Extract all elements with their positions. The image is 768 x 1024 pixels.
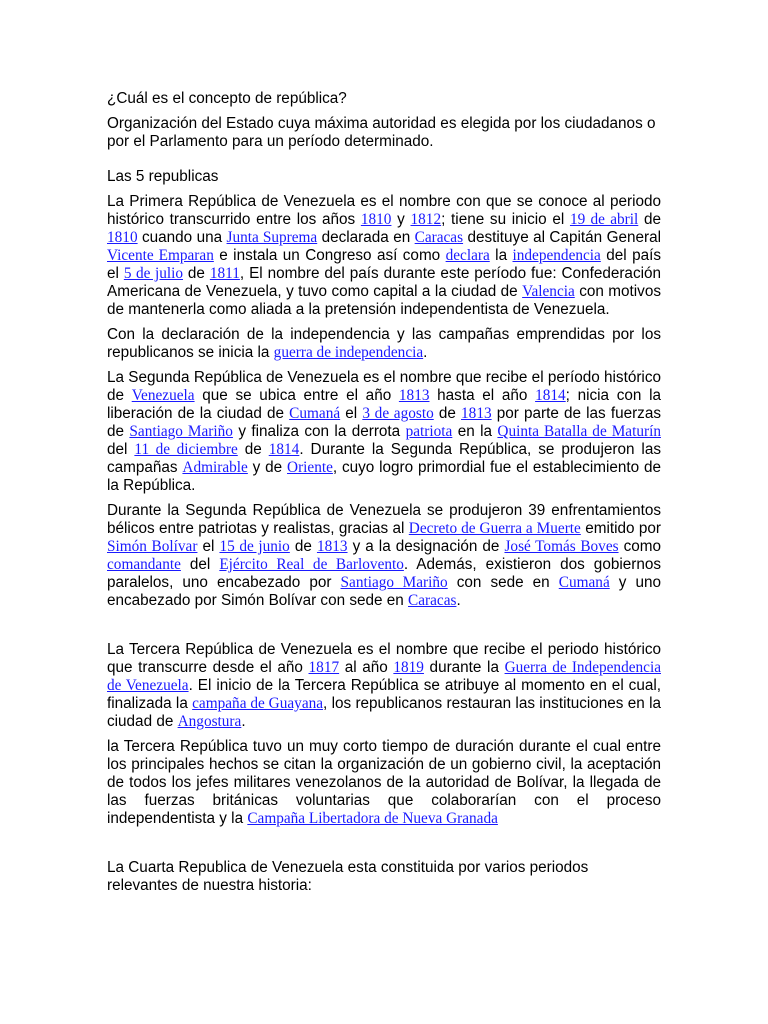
link-venezuela[interactable]: Venezuela: [131, 387, 195, 404]
link-1812[interactable]: 1812: [410, 211, 442, 228]
link-comandante[interactable]: comandante: [107, 556, 181, 573]
definition-paragraph: Organización del Estado cuya máxima autoridad es elegida por los ciudadanos o por el Parlamento para un período determinado.: [107, 115, 656, 150]
link-1810-b[interactable]: 1810: [107, 229, 138, 246]
link-junta-suprema[interactable]: Junta Suprema: [226, 229, 318, 246]
link-1817[interactable]: 1817: [308, 659, 340, 676]
link-1813-c[interactable]: 1813: [316, 538, 348, 555]
link-1813-b[interactable]: 1813: [461, 405, 492, 422]
link-1814-b[interactable]: 1814: [268, 441, 300, 458]
link-caracas[interactable]: Caracas: [414, 229, 464, 246]
link-11-de-diciembre[interactable]: 11 de diciembre: [134, 441, 238, 458]
link-1811[interactable]: 1811: [209, 265, 240, 282]
paragraph-tercera-republica: La Tercera República de Venezuela es el nombre que recibe el periodo histórico que transcurre desde el año 1817 al año 1819 durante la Guerra de Independencia de Venezuela. El inicio de la Tercera República se atribuye al momento en el cual, finalizada la campaña de Guayana, los republicanos restauran las instituciones en la ciudad de Angostura.: [107, 641, 661, 730]
link-cumana[interactable]: Cumaná: [289, 405, 341, 422]
link-quinta-batalla-de-maturin[interactable]: Quinta Batalla de Maturín: [497, 423, 661, 440]
paragraph-enfrentamientos: Durante la Segunda República de Venezuela se produjeron 39 enfrentamientos bélicos entre patriotas y realistas, gracias al Decreto de Guerra a Muerte emitido por Simón Bolívar el 15 de junio de 1813 y a la designación de José Tomás Boves como comandante del Ejército Real de Barlovento. Además, existieron dos gobiernos paralelos, uno encabezado por Santiago Mariño con sede en Cumaná y uno encabezado por Simón Bolívar con sede en Caracas.: [107, 502, 662, 609]
paragraph-primera-republica: La Primera República de Venezuela es el nombre con que se conoce al periodo histórico transcurrido entre los años 1810 y 1812; tiene su inicio el 19 de abril de 1810 cuando una Junta Suprema declarada en Caracas destituye al Capitán General Vicente Emparan e instala un Congreso así como declara la independencia del país el 5 de julio de 1811, El nombre del país durante este período fue: Confederación Americana de Venezuela, y tuvo como capital a la ciudad de Valencia con motivos de mantenerla como aliada a la pretensión independentista de Venezuela.: [107, 193, 662, 318]
paragraph-segunda-republica: La Segunda República de Venezuela es el nombre que recibe el período histórico de Venezuela que se ubica entre el año 1813 hasta el año 1814; nicia con la liberación de la ciudad de Cumaná el 3 de agosto de 1813 por parte de las fuerzas de Santiago Mariño y finaliza con la derrota patriota en la Quinta Batalla de Maturín del 11 de diciembre de 1814. Durante la Segunda República, se produjeron las campañas Admirable y de Oriente, cuyo logro primordial fue el establecimiento de la República.: [107, 369, 662, 494]
link-campana-libertadora-de-nueva-granada[interactable]: Campaña Libertadora de Nueva Granada: [247, 810, 498, 827]
link-guerra-de-independencia-de-venezuela[interactable]: Guerra de Independencia de Venezuela: [107, 659, 661, 694]
link-independencia[interactable]: independencia: [512, 247, 601, 264]
link-decreto-de-guerra-a-muerte[interactable]: Decreto de Guerra a Muerte: [408, 520, 581, 537]
link-santiago-marino[interactable]: Santiago Mariño: [129, 423, 233, 440]
link-cumana-b[interactable]: Cumaná: [558, 574, 610, 591]
link-caracas-b[interactable]: Caracas: [408, 592, 457, 609]
question-heading: ¿Cuál es el concepto de república?: [107, 90, 347, 107]
link-ejercito-real-de-barlovento[interactable]: Ejército Real de Barlovento: [219, 556, 404, 573]
link-3-de-agosto[interactable]: 3 de agosto: [362, 405, 434, 422]
link-santiago-marino-b[interactable]: Santiago Mariño: [340, 574, 448, 591]
section-subheading: Las 5 republicas: [107, 168, 219, 185]
link-5-de-julio[interactable]: 5 de julio: [123, 265, 183, 282]
link-oriente[interactable]: Oriente: [287, 459, 333, 476]
link-admirable[interactable]: Admirable: [182, 459, 248, 476]
link-1810[interactable]: 1810: [360, 211, 392, 228]
link-guerra-de-independencia[interactable]: guerra de independencia: [273, 344, 424, 361]
link-1819[interactable]: 1819: [393, 659, 424, 676]
link-19-de-abril[interactable]: 19 de abril: [569, 211, 639, 228]
link-1814[interactable]: 1814: [535, 387, 566, 404]
link-campana-de-guayana[interactable]: campaña de Guayana: [192, 695, 324, 712]
link-1813[interactable]: 1813: [398, 387, 430, 404]
paragraph-guerra-independencia: Con la declaración de la independencia y las campañas emprendidas por los republicanos se inicia la guerra de independencia.: [107, 326, 661, 361]
link-valencia[interactable]: Valencia: [522, 283, 575, 300]
document-body: [107, 90, 661, 902]
paragraph-cuarta-republica: La Cuarta Republica de Venezuela esta constituida por varios periodos relevantes de nuestra historia:: [107, 859, 589, 894]
link-angostura[interactable]: Angostura: [177, 713, 242, 730]
paragraph-tercera-duracion: la Tercera República tuvo un muy corto tiempo de duración durante el cual entre los principales hechos se citan la organización de un gobierno civil, la aceptación de todos los jefes militares venezolanos de la autoridad de Bolívar, la llegada de las fuerzas británicas voluntarias que colaborarían con el proceso independentista y la Campaña Libertadora de Nueva Granada: [107, 738, 661, 827]
link-patriota[interactable]: patriota: [405, 423, 453, 440]
link-simon-bolivar[interactable]: Simón Bolívar: [107, 538, 198, 555]
link-jose-tomas-boves[interactable]: José Tomás Boves: [504, 538, 619, 555]
link-vicente-emparan[interactable]: Vicente Emparan: [107, 247, 214, 264]
link-15-de-junio[interactable]: 15 de junio: [219, 538, 290, 555]
link-declara[interactable]: declara: [445, 247, 490, 264]
